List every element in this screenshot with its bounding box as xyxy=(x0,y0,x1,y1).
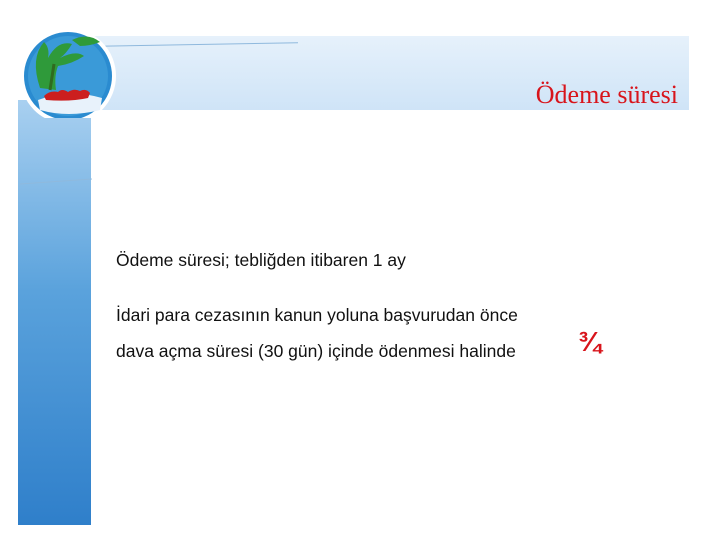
body-line-2: İdari para cezasının kanun yoluna başvurudan önce xyxy=(116,305,518,325)
body-line-3: dava açma süresi (30 gün) içinde ödenmesi halinde xyxy=(116,341,516,361)
organization-logo-icon xyxy=(10,18,118,118)
left-sidebar-bar xyxy=(18,100,91,525)
body-line-1: Ödeme süresi; tebliğden itibaren 1 ay xyxy=(116,250,406,270)
three-quarters-fraction: ¾ xyxy=(578,326,602,357)
slide-title: Ödeme süresi xyxy=(535,80,678,109)
